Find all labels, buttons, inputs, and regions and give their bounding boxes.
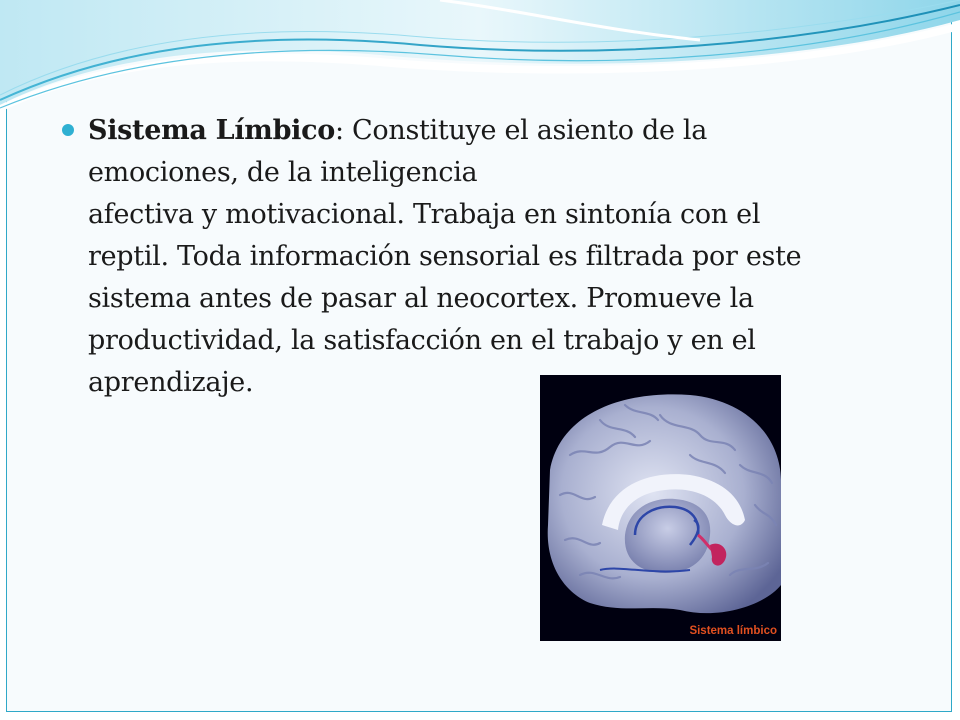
term-separator: : <box>334 115 344 146</box>
text-line: aprendizaje. <box>88 367 254 398</box>
bullet-text <box>88 110 880 404</box>
figure-caption: Sistema límbico <box>689 625 777 637</box>
bullet-item <box>60 110 880 404</box>
slide-body <box>60 110 880 404</box>
text-line: productividad, la satisfacción en el trabajo y en el <box>88 325 756 356</box>
text-line: sistema antes de pasar al neocortex. Promueve la <box>88 283 754 314</box>
text-line: afectiva y motivacional. Trabaja en sintonía con el <box>88 199 761 230</box>
limbic-system-image <box>540 375 781 641</box>
header-swoosh-decoration <box>0 0 960 120</box>
term-title: Sistema Límbico <box>88 115 335 146</box>
bullet-icon <box>62 124 74 136</box>
text-line: Constituye el asiento de la <box>343 115 708 146</box>
text-line: emociones, de la inteligencia <box>88 157 478 188</box>
text-line: reptil. Toda información sensorial es filtrada por este <box>88 241 802 272</box>
brain-illustration <box>540 375 781 641</box>
